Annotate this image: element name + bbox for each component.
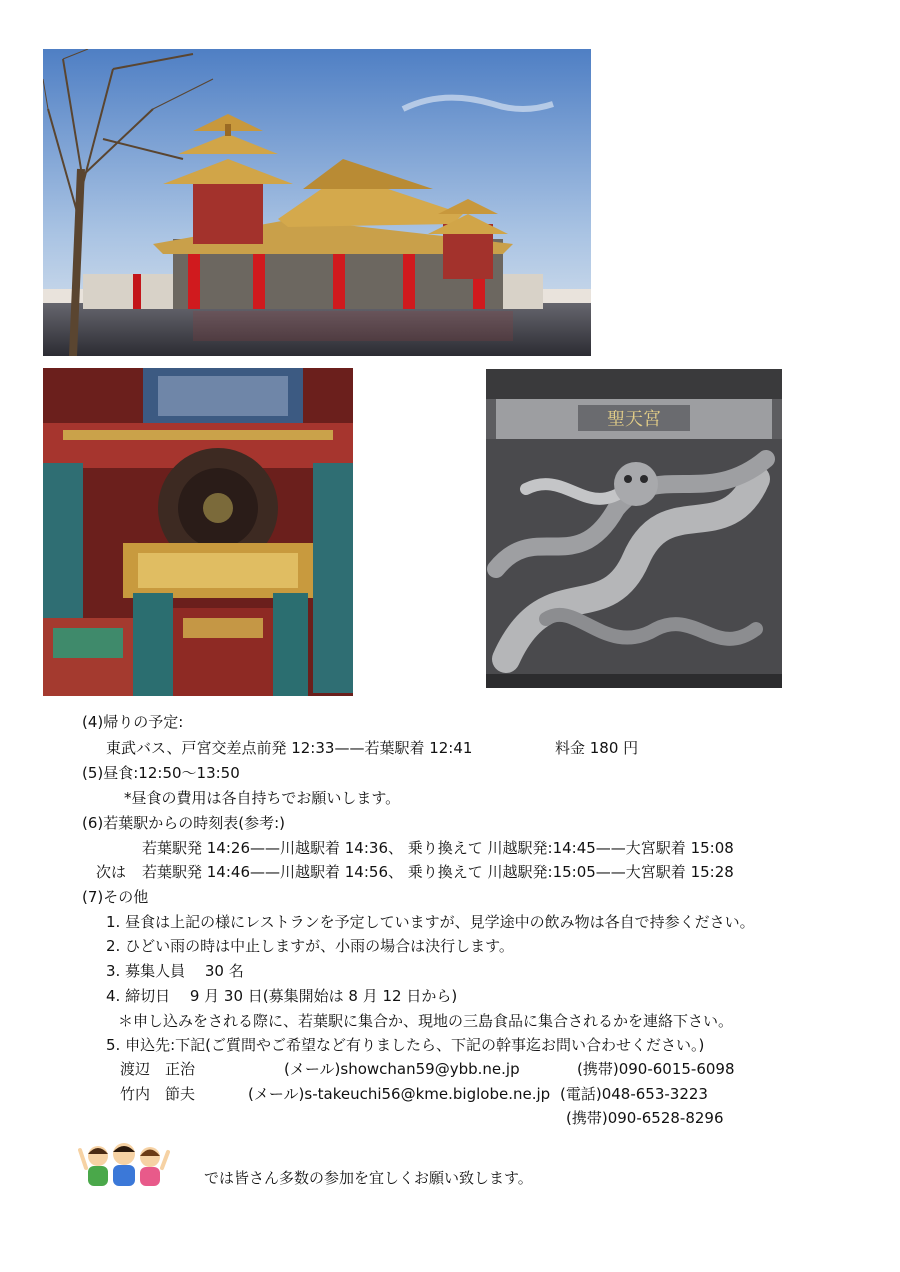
contact-phone-mobile: (携帯)090-6528-8296 xyxy=(566,1109,724,1127)
lunch-note: *昼食の費用は各自持ちでお願いします。 xyxy=(124,789,401,807)
contact-phone: (電話)048-653-3223 xyxy=(560,1085,708,1103)
timetable-heading: (6)若葉駅からの時刻表(参考:) xyxy=(82,814,286,832)
return-heading: (4)帰りの予定: xyxy=(82,713,184,731)
plaque-text: 聖天宮 xyxy=(607,409,661,430)
return-fare: 料金 180 円 xyxy=(555,739,639,757)
timetable-row-1: 若葉駅発 14:26——川越駅着 14:36、 乗り換えて 川越駅発:14:45——大宮駅着 15:08 xyxy=(142,839,734,857)
closing-message: では皆さん多数の参加を宜しくお願い致します。 xyxy=(204,1169,533,1187)
lunch-heading: (5)昼食:12:50〜13:50 xyxy=(82,764,240,782)
other-heading: (7)その他 xyxy=(82,888,149,906)
contact-name: 渡辺 正治 xyxy=(120,1060,196,1078)
other-item-3: 3. 募集人員 30 名 xyxy=(106,962,244,980)
temple-exterior-photo xyxy=(43,49,591,356)
other-item-2: 2. ひどい雨の時は中止しますが、小雨の場合は決行します。 xyxy=(106,937,514,955)
contact-phone: (携帯)090-6015-6098 xyxy=(577,1060,735,1078)
dragon-carving-photo xyxy=(486,369,782,688)
other-item-5: 5. 申込先:下記(ご質問やご希望など有りましたら、下記の幹事迄お問い合わせください。) xyxy=(106,1036,705,1054)
contact-name: 竹内 節夫 xyxy=(120,1085,196,1103)
timetable-row-2: 若葉駅発 14:46——川越駅着 14:56、 乗り換えて 川越駅発:15:05——大宮駅着 15:28 xyxy=(142,863,734,881)
three-people-illustration xyxy=(78,1140,170,1188)
return-bus-line: 東武バス、戸宮交差点前発 12:33——若葉駅着 12:41 xyxy=(106,739,473,757)
other-item-1: 1. 昼食は上記の様にレストランを予定していますが、見学途中の飲み物は各自で持参ください。 xyxy=(106,913,755,931)
timetable-row-2-prefix: 次は xyxy=(96,863,127,881)
other-item-4: 4. 締切日 9 月 30 日(募集開始は 8 月 12 日から) xyxy=(106,987,458,1005)
contact-email: (メール)s-takeuchi56@kme.biglobe.ne.jp xyxy=(248,1085,551,1103)
other-item-4-note: ＊申し込みをされる際に、若葉駅に集合か、現地の三島食品に集合されるかを連絡下さい。 xyxy=(118,1012,734,1030)
temple-ceiling-photo xyxy=(43,368,353,696)
contact-email: (メール)showchan59@ybb.ne.jp xyxy=(284,1060,520,1078)
